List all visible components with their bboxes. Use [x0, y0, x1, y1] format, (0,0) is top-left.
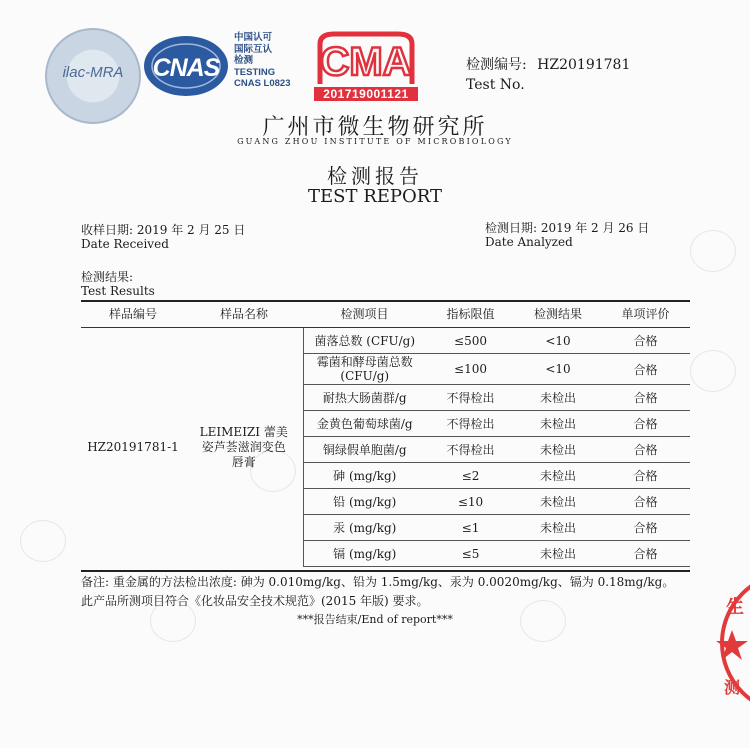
test-result: 未检出: [515, 437, 601, 463]
official-stamp: [712, 568, 750, 718]
header-test-item: 检测项目: [303, 300, 426, 328]
test-evaluation: 合格: [601, 515, 690, 541]
cma-logo-text: CMA: [320, 40, 412, 84]
test-item: 菌落总数 (CFU/g): [303, 328, 426, 354]
test-limit: 不得检出: [426, 385, 515, 411]
results-label-en: Test Results: [81, 284, 155, 298]
test-evaluation: 合格: [601, 541, 690, 567]
test-limit: 不得检出: [426, 411, 515, 437]
header-sample-name: 样品名称: [185, 300, 303, 328]
note-detection-limits: 备注: 重金属的方法检出浓度: 砷为 0.010mg/kg、铅为 1.5mg/kg、汞为 0.0020mg/kg、镉为 0.18mg/kg。: [81, 575, 675, 589]
test-item: 铅 (mg/kg): [303, 489, 426, 515]
test-limit: ≤500: [426, 328, 515, 354]
test-item: 霉菌和酵母菌总数 (CFU/g): [303, 354, 426, 385]
ilac-logo-text: ilac-MRA: [62, 64, 124, 81]
test-result: 未检出: [515, 411, 601, 437]
institute-name-en: GUANG ZHOU INSTITUTE OF MICROBIOLOGY: [237, 137, 513, 146]
cnas-line: 国际互认: [234, 43, 273, 55]
sample-name-line: 唇膏: [231, 454, 256, 469]
test-result: 未检出: [515, 515, 601, 541]
table-row: [81, 328, 690, 354]
cnas-logo-text: CNAS: [152, 54, 220, 82]
test-limit: 不得检出: [426, 437, 515, 463]
test-evaluation: 合格: [601, 463, 690, 489]
report-number-label-en: Test No.: [466, 77, 525, 93]
sample-name-line: LEIMEIZI 蕾美: [199, 424, 288, 439]
table-bottom-rule: [81, 570, 690, 572]
test-limit: ≤5: [426, 541, 515, 567]
test-item: 铜绿假单胞菌/g: [303, 437, 426, 463]
header-result: 检测结果: [515, 300, 601, 328]
header-limit: 指标限值: [426, 300, 515, 328]
svg-text:生: 生: [726, 597, 744, 618]
date-received: 收样日期: 2019 年 2 月 25 日: [81, 223, 246, 237]
test-limit: ≤1: [426, 515, 515, 541]
watermark: [690, 230, 736, 272]
test-item: 镉 (mg/kg): [303, 541, 426, 567]
test-result: 未检出: [515, 541, 601, 567]
institute-name: 广州市微生物研究所: [262, 115, 488, 140]
cnas-logo: [143, 34, 229, 98]
date-analyzed-label-en: Date Analyzed: [485, 235, 573, 249]
test-evaluation: 合格: [601, 489, 690, 515]
report-title: 检测报告: [327, 164, 423, 188]
cnas-line: TESTING: [234, 66, 276, 78]
test-limit: ≤10: [426, 489, 515, 515]
test-evaluation: 合格: [601, 328, 690, 354]
header-sample-no: 样品编号: [81, 300, 185, 328]
watermark: [20, 520, 66, 562]
date-received-label-en: Date Received: [81, 237, 169, 251]
note-compliance: 此产品所测项目符合《化妆品安全技术规范》(2015 年版) 要求。: [81, 594, 429, 608]
cnas-line: 检测: [234, 55, 254, 66]
test-result: 未检出: [515, 489, 601, 515]
test-item: 砷 (mg/kg): [303, 463, 426, 489]
test-limit: ≤2: [426, 463, 515, 489]
cnas-line: 中国认可: [234, 32, 273, 43]
header-evaluation: 单项评价: [601, 300, 690, 328]
results-table: [81, 300, 690, 567]
report-number: [466, 54, 630, 74]
test-evaluation: 合格: [601, 411, 690, 437]
sample-number: HZ20191781-1: [87, 440, 179, 455]
test-evaluation: 合格: [601, 385, 690, 411]
report-number-value: HZ20191781: [537, 57, 631, 73]
watermark: [690, 350, 736, 392]
test-evaluation: 合格: [601, 354, 690, 385]
sample-name-line: 姿芦荟滋润变色: [201, 439, 286, 454]
cnas-line: CNAS L0823: [234, 78, 291, 89]
test-result: 未检出: [515, 463, 601, 489]
results-label: 检测结果:: [81, 270, 134, 284]
report-title-en: TEST REPORT: [307, 186, 442, 207]
test-item: 汞 (mg/kg): [303, 515, 426, 541]
table-header-row: [81, 300, 690, 328]
cma-logo: [314, 30, 418, 92]
test-result: <10: [515, 328, 601, 354]
test-evaluation: 合格: [601, 437, 690, 463]
test-limit: ≤100: [426, 354, 515, 385]
date-analyzed: 检测日期: 2019 年 2 月 26 日: [485, 221, 650, 235]
cma-number: 201719001121: [314, 87, 418, 101]
test-result: <10: [515, 354, 601, 385]
svg-text:测: 测: [724, 678, 741, 697]
test-result: 未检出: [515, 385, 601, 411]
test-item: 金黄色葡萄球菌/g: [303, 411, 426, 437]
test-item: 耐热大肠菌群/g: [303, 385, 426, 411]
end-of-report: ***报告结束/End of report***: [297, 613, 453, 626]
report-number-label: 检测编号:: [466, 57, 527, 73]
cnas-accreditation-text: [234, 32, 291, 90]
sample-name: [185, 328, 303, 567]
